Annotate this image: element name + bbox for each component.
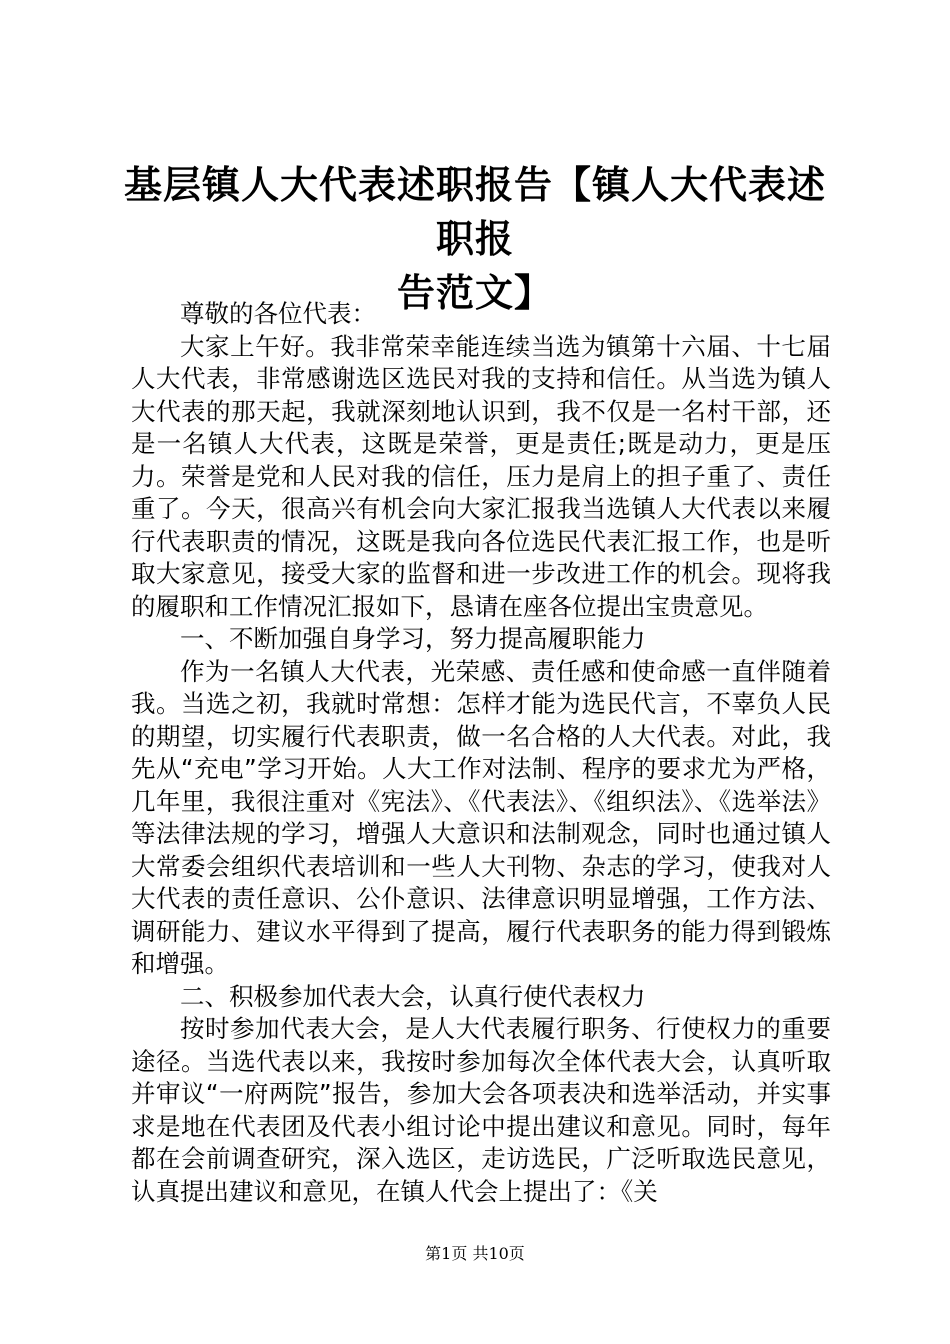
salutation: 尊敬的各位代表：: [180, 299, 376, 328]
paragraph-intro: 大家上午好。我非常荣幸能连续当选为镇第十六届、十七届人大代表，非常感谢选区选民对我的支持和信任。从当选为镇人大代表的那天起，我就深刻地认识到，我不仅是一名村干部，还是一名镇人大代表，这既是荣誉，更是责任;既是动力，更是压力。荣誉是党和人民对我的信任，压力是肩上的担子重了、责任重了。今天，很高兴有机会向大家汇报我当选镇人大代表以来履行代表职责的情况，这既是我向各位选民代表汇报工作，也是听取大家意见，接受大家的监督和进一步改进工作的机会。现将我的履职和工作情况汇报如下，恳请在座各位提出宝贵意见。: [131, 331, 831, 621]
title-line-1: 基层镇人大代表述职报告【镇人大代表述职报: [123, 162, 826, 261]
section-heading-1: 一、不断加强自身学习，努力提高履职能力: [180, 624, 646, 653]
document-body: [131, 298, 831, 1208]
section-heading-2: 二、积极参加代表大会，认真行使代表权力: [180, 981, 646, 1011]
page-number-footer: 第1页 共10页: [425, 1244, 525, 1263]
document-title: [120, 158, 830, 320]
title-line-2: 告范文】: [396, 270, 553, 315]
paragraph-congress: 按时参加代表大会，是人大代表履行职务、行使权力的重要途径。当选代表以来，我按时参加每次全体代表大会，认真听取并审议“一府两院”报告，参加大会各项表决和选举活动，并实事求是地在代表团及代表小组讨论中提出建议和意见。同时，每年都在会前调查研究，深入选区，走访选民，广泛听取选民意见，认真提出建议和意见，在镇人代会上提出了：《关: [131, 1014, 831, 1206]
paragraph-study: 作为一名镇人大代表，光荣感、责任感和使命感一直伴随着我。当选之初，我就时常想：怎样才能为选民代言，不辜负人民的期望，切实履行代表职责，做一名合格的人大代表。对此，我先从“充电”学习开始。人大工作对法制、程序的要求尤为严格，几年里，我很注重对《宪法》、《代表法》、《组织法》、《选举法》等法律法规的学习，增强人大意识和法制观念，同时也通过镇人大常委会组织代表培训和一些人大刊物、杂志的学习，使我对人大代表的责任意识、公仆意识、法律意识明显增强，工作方法、调研能力、建议水平得到了提高，履行代表职务的能力得到锻炼和增强。: [131, 656, 831, 978]
